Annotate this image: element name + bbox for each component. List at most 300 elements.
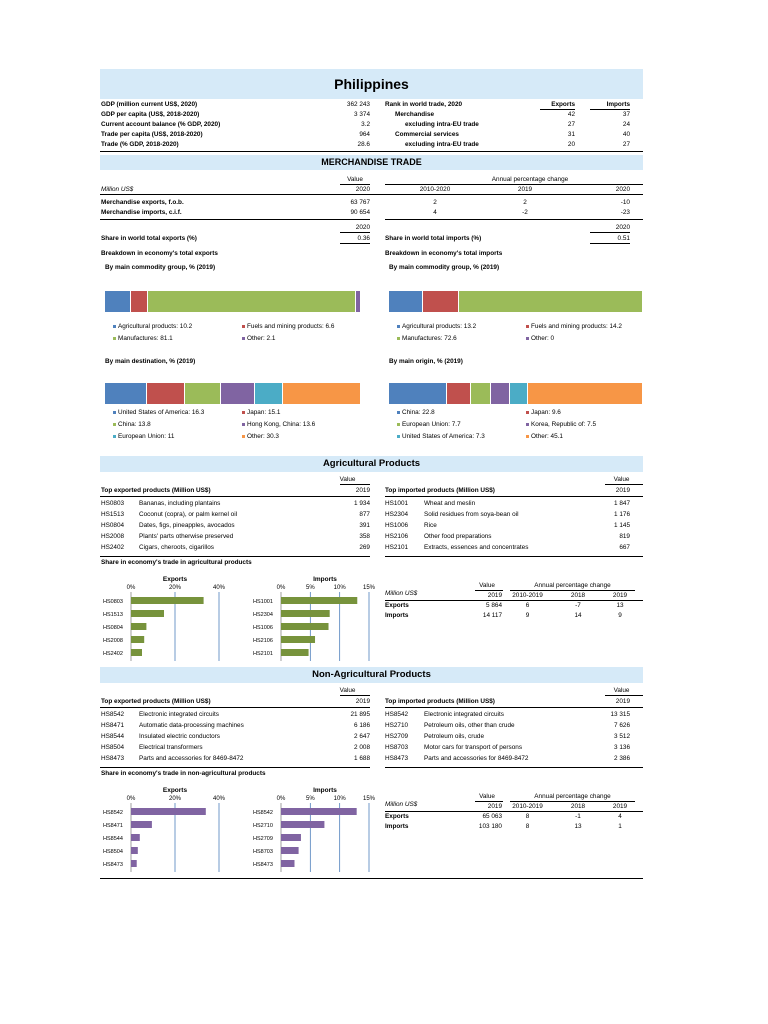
- page-title: Philippines: [100, 69, 643, 99]
- legend-item: [113, 409, 204, 417]
- rule: [340, 184, 370, 185]
- rule: [385, 496, 643, 497]
- vt-apc-label: Annual percentage change: [534, 793, 611, 800]
- rule: [100, 556, 370, 557]
- vt-unit: Million US$: [385, 590, 418, 597]
- legend-swatch: [242, 435, 245, 438]
- chart-title: Imports: [313, 787, 337, 794]
- export-value: 269: [359, 544, 370, 551]
- country-profile: [100, 69, 643, 879]
- legend-swatch: [397, 423, 400, 426]
- merch-row-a: 4: [433, 209, 437, 216]
- tick-label: 0%: [126, 796, 136, 802]
- stacked-bar-exp_commodity: [105, 291, 361, 312]
- legend-swatch: [526, 423, 529, 426]
- export-value: 2 008: [354, 744, 370, 751]
- legend-label: Agricultural products: 10.2: [118, 323, 193, 330]
- stacked-segment: [283, 383, 360, 404]
- export-value: 6 186: [354, 722, 370, 729]
- rule: [385, 184, 643, 185]
- stacked-segment: [255, 383, 283, 404]
- year-c: 2020: [615, 186, 630, 193]
- tick-label: 15%: [362, 585, 376, 591]
- legend-label: China: 22.8: [402, 409, 435, 416]
- bar: [281, 808, 357, 815]
- export-value: 21 895: [350, 711, 370, 718]
- share-year-imp: 2020: [615, 224, 630, 231]
- rule: [510, 590, 635, 591]
- stacked-segment: [510, 383, 529, 404]
- legend-swatch: [397, 325, 400, 328]
- legend-item: [526, 409, 561, 417]
- stacked-segment: [131, 291, 148, 312]
- vt-year: 2019: [487, 592, 502, 599]
- stacked-segment: [147, 383, 186, 404]
- year-label: 2019: [615, 698, 630, 705]
- legend-label: Korea, Republic of: 7.5: [531, 421, 597, 428]
- by-commodity-exports: By main commodity group, % (2019): [105, 264, 216, 271]
- legend-swatch: [397, 435, 400, 438]
- legend-label: Other: 0: [531, 335, 555, 342]
- import-value: 1 847: [614, 500, 630, 507]
- vt-cell: 6: [525, 602, 530, 609]
- export-code: HS8544: [101, 733, 125, 740]
- stacked-bar-imp_origin: [389, 383, 643, 404]
- category-label: HS2709: [253, 836, 273, 842]
- vt-cell: 103 180: [478, 823, 502, 830]
- value-label: Value: [613, 687, 630, 694]
- import-name: Motor cars for transport of persons: [424, 744, 523, 751]
- import-value: 13 315: [610, 711, 630, 718]
- stacked-segment: [185, 383, 220, 404]
- vt-year: 2019: [612, 803, 628, 810]
- import-code: HS1001: [385, 500, 409, 507]
- summary-bottom-rule: [100, 151, 643, 152]
- merch-row-value: 63 767: [350, 199, 370, 206]
- import-value: 1 145: [614, 522, 630, 529]
- legend-label: United States of America: 7.3: [402, 433, 485, 440]
- export-value: 877: [359, 511, 370, 518]
- stacked-segment: [389, 383, 447, 404]
- rule: [590, 232, 630, 233]
- chart-title: Exports: [162, 787, 188, 794]
- import-name: Electronic integrated circuits: [424, 711, 504, 718]
- bar-chart-3: [250, 783, 375, 888]
- rank-imports: 27: [622, 141, 630, 148]
- rule: [100, 219, 370, 220]
- year-value: 2020: [355, 186, 370, 193]
- import-code: HS2304: [385, 511, 409, 518]
- stacked-segment: [389, 291, 423, 312]
- category-label: HS8542: [253, 810, 273, 816]
- rule: [385, 219, 643, 220]
- vt-cell: -1: [575, 813, 581, 820]
- bar: [281, 636, 315, 643]
- vt-year: 2010-2019: [512, 592, 543, 599]
- legend-label: Manufactures: 72.6: [402, 335, 457, 342]
- legend-swatch: [242, 411, 245, 414]
- category-label: HS8471: [103, 823, 123, 829]
- vt-unit: Million US$: [385, 801, 418, 808]
- rank-exports: 27: [567, 121, 575, 128]
- vt-apc-label: Annual percentage change: [534, 582, 611, 589]
- legend-swatch: [113, 435, 116, 438]
- rank-label: excluding intra-EU trade: [405, 121, 479, 128]
- import-value: 3 136: [614, 744, 630, 751]
- legend-swatch: [242, 325, 245, 328]
- stacked-segment: [491, 383, 510, 404]
- legend-item: [397, 335, 457, 343]
- bar-chart-1: [250, 572, 375, 677]
- tick-label: 0%: [276, 585, 286, 591]
- rule: [385, 811, 643, 812]
- export-code: HS8471: [101, 722, 125, 729]
- tick-label: 10%: [333, 796, 346, 802]
- vt-year: 2018: [570, 592, 586, 599]
- stacked-segment: [471, 383, 491, 404]
- summary-label: Trade per capita (US$, 2018-2020): [101, 131, 203, 138]
- vt-cell: 5 864: [486, 602, 502, 609]
- rank-imports: 40: [622, 131, 630, 138]
- share-label: Share in economy's trade in agricultural products: [101, 559, 252, 566]
- category-label: HS2402: [103, 651, 123, 657]
- export-name: Dates, figs, pineapples, avocados: [139, 522, 235, 529]
- tick-label: 5%: [305, 796, 315, 802]
- stacked-segment: [105, 383, 147, 404]
- category-label: HS2710: [253, 823, 273, 829]
- summary-value: 964: [359, 131, 370, 138]
- vt-cell: 14 117: [482, 612, 502, 619]
- export-value: 358: [359, 533, 370, 540]
- export-value: 391: [359, 522, 370, 529]
- summary-label: GDP (million current US$, 2020): [101, 101, 198, 108]
- import-code: HS2710: [385, 722, 409, 729]
- rank-header: Rank in world trade, 2020: [385, 101, 463, 108]
- import-code: HS8703: [385, 744, 409, 751]
- stacked-segment: [528, 383, 643, 404]
- legend-item: [397, 433, 485, 441]
- legend-swatch: [113, 337, 116, 340]
- stacked-bar-imp_commodity: [389, 291, 643, 312]
- export-code: HS0803: [101, 500, 125, 507]
- bar: [131, 808, 206, 815]
- export-name: Electrical transformers: [139, 744, 203, 751]
- category-label: HS1006: [253, 625, 273, 631]
- rule: [385, 707, 643, 708]
- merch-row-c: -23: [620, 209, 630, 216]
- legend-item: [397, 409, 435, 417]
- rank-label: excluding intra-EU trade: [405, 141, 479, 148]
- export-code: HS2402: [101, 544, 125, 551]
- merch-row-c: -10: [620, 199, 630, 206]
- bar: [281, 834, 301, 841]
- legend-swatch: [113, 411, 116, 414]
- summary-value: 3.2: [361, 121, 370, 128]
- vt-year: 2010-2019: [512, 803, 543, 810]
- rule: [475, 590, 503, 591]
- vt-cell: 14: [574, 612, 582, 619]
- legend-swatch: [526, 411, 529, 414]
- export-value: 1 688: [354, 755, 370, 762]
- rule: [340, 243, 370, 244]
- tick-label: 40%: [212, 796, 226, 802]
- rule: [510, 801, 635, 802]
- category-label: HS8473: [103, 862, 123, 868]
- bar: [281, 649, 309, 656]
- import-name: Petroleum oils, other than crude: [424, 722, 515, 729]
- export-name: Coconut (copra), or palm kernel oil: [139, 511, 238, 518]
- by-origin: By main origin, % (2019): [389, 358, 463, 365]
- legend-swatch: [526, 325, 529, 328]
- legend-label: United States of America: 16.3: [118, 409, 205, 416]
- summary-value: 28.6: [357, 141, 370, 148]
- import-name: Rice: [424, 522, 437, 529]
- bottom-rule: [100, 878, 643, 879]
- share-label: Share in economy's trade in non-agricultural products: [101, 770, 266, 777]
- category-label: HS8544: [103, 836, 123, 842]
- legend-swatch: [397, 411, 400, 414]
- category-label: HS2106: [253, 638, 273, 644]
- vt-cell: 65 063: [482, 813, 502, 820]
- rank-label: Merchandise: [395, 111, 435, 118]
- value-label: Value: [347, 176, 363, 183]
- import-code: HS8542: [385, 711, 409, 718]
- share-exports-value: 0.36: [357, 235, 370, 242]
- bar: [281, 610, 330, 617]
- category-label: HS0804: [103, 625, 123, 631]
- rank-imports-header: Imports: [606, 101, 630, 108]
- bar: [131, 649, 142, 656]
- legend-item: [526, 323, 622, 331]
- by-destination: By main destination, % (2019): [105, 358, 196, 365]
- rule: [590, 109, 630, 110]
- category-label: HS2304: [253, 612, 273, 618]
- bar: [131, 860, 137, 867]
- legend-item: [242, 323, 334, 331]
- export-name: Parts and accessories for 8469-8472: [139, 755, 244, 762]
- value-label: Value: [339, 476, 356, 483]
- merch-row-value: 90 654: [350, 209, 370, 216]
- share-exports-label: Share in world total exports (%): [101, 235, 197, 242]
- merch-row-label: Merchandise exports, f.o.b.: [101, 199, 184, 206]
- rank-imports: 24: [622, 121, 630, 128]
- import-value: 3 512: [614, 733, 630, 740]
- category-label: HS1513: [103, 612, 123, 618]
- vt-row-label: Imports: [385, 612, 409, 619]
- tick-label: 20%: [168, 796, 182, 802]
- vt-row-label: Exports: [385, 813, 409, 820]
- agricultural-header: Agricultural Products: [100, 456, 643, 472]
- tick-label: 20%: [168, 585, 182, 591]
- legend-label: Japan: 9.6: [531, 409, 561, 416]
- stacked-segment: [447, 383, 471, 404]
- bar: [131, 623, 146, 630]
- rank-imports: 37: [622, 111, 630, 118]
- legend-label: China: 13.8: [118, 421, 151, 428]
- legend-item: [242, 421, 315, 429]
- tick-label: 40%: [212, 585, 226, 591]
- rule: [340, 484, 370, 485]
- export-code: HS8542: [101, 711, 125, 718]
- bar: [131, 821, 152, 828]
- legend-item: [113, 335, 173, 343]
- category-label: HS8703: [253, 849, 273, 855]
- year-label: 2019: [355, 487, 370, 494]
- summary-value: 3 374: [354, 111, 370, 118]
- rule: [540, 109, 575, 110]
- rule: [100, 496, 370, 497]
- legend-item: [113, 421, 151, 429]
- rule: [385, 556, 643, 557]
- import-name: Wheat and meslin: [424, 500, 476, 507]
- rule: [385, 767, 643, 768]
- chart-title: Imports: [313, 576, 337, 583]
- year-label: 2019: [615, 487, 630, 494]
- non-agricultural-header: Non-Agricultural Products: [100, 667, 643, 683]
- share-year-exp: 2020: [355, 224, 370, 231]
- stacked-segment: [148, 291, 356, 312]
- chart-title: Exports: [162, 576, 188, 583]
- vt-year: 2019: [612, 592, 628, 599]
- export-name: Bananas, including plantains: [139, 500, 221, 507]
- legend-swatch: [242, 423, 245, 426]
- export-name: Insulated electric conductors: [139, 733, 220, 740]
- legend-swatch: [526, 435, 529, 438]
- bar-chart-2: [100, 783, 225, 888]
- summary-value: 362 243: [346, 101, 370, 108]
- merch-row-label: Merchandise imports, c.i.f.: [101, 209, 182, 216]
- category-label: HS2101: [253, 651, 273, 657]
- legend-label: Other: 30.3: [247, 433, 279, 440]
- export-code: HS8504: [101, 744, 125, 751]
- import-value: 667: [619, 544, 630, 551]
- merchandise-trade-header: MERCHANDISE TRADE: [100, 155, 643, 170]
- legend-label: Japan: 15.1: [247, 409, 281, 416]
- category-label: HS8542: [103, 810, 123, 816]
- vt-cell: 1: [618, 823, 622, 830]
- vt-cell: 4: [618, 813, 622, 820]
- category-label: HS0803: [103, 599, 123, 605]
- merch-row-b: -2: [522, 209, 528, 216]
- import-name: Petroleum oils, crude: [424, 733, 485, 740]
- summary-label: Current account balance (% GDP, 2020): [101, 121, 221, 128]
- bar: [131, 636, 144, 643]
- legend-swatch: [242, 337, 245, 340]
- rule: [340, 232, 370, 233]
- legend-label: Agricultural products: 13.2: [402, 323, 477, 330]
- top-exports-label: Top exported products (Million US$): [101, 487, 211, 494]
- rule: [100, 707, 370, 708]
- by-commodity-imports: By main commodity group, % (2019): [389, 264, 500, 271]
- export-value: 2 647: [354, 733, 370, 740]
- rule: [100, 194, 643, 195]
- rule: [475, 801, 503, 802]
- rule: [590, 243, 630, 244]
- vt-cell: -7: [575, 602, 581, 609]
- bar: [281, 821, 324, 828]
- export-code: HS8473: [101, 755, 125, 762]
- legend-swatch: [113, 325, 116, 328]
- legend-label: Fuels and mining products: 14.2: [531, 323, 622, 330]
- summary-label: Trade (% GDP, 2018-2020): [101, 141, 179, 148]
- import-value: 819: [619, 533, 630, 540]
- bar: [131, 610, 164, 617]
- tick-label: 0%: [126, 585, 136, 591]
- category-label: HS8473: [253, 862, 273, 868]
- import-value: 1 176: [614, 511, 630, 518]
- stacked-segment: [105, 291, 131, 312]
- export-code: HS2008: [101, 533, 125, 540]
- rule: [100, 767, 370, 768]
- import-name: Solid residues from soya-bean oil: [424, 511, 519, 518]
- import-code: HS2101: [385, 544, 409, 551]
- merch-row-a: 2: [433, 199, 437, 206]
- rule: [340, 695, 370, 696]
- legend-item: [113, 323, 192, 331]
- unit-label: Million US$: [101, 186, 134, 193]
- rank-exports: 20: [567, 141, 575, 148]
- vt-cell: 9: [618, 612, 622, 619]
- vt-cell: 13: [616, 602, 624, 609]
- export-value: 1 934: [354, 500, 370, 507]
- vt-year: 2019: [487, 803, 502, 810]
- rank-exports-header: Exports: [551, 101, 575, 108]
- bar: [281, 597, 357, 604]
- value-label: Value: [613, 476, 630, 483]
- vt-row-label: Exports: [385, 602, 409, 609]
- legend-item: [526, 335, 554, 343]
- vt-row-label: Imports: [385, 823, 409, 830]
- year-label: 2019: [355, 698, 370, 705]
- legend-label: Manufactures: 81.1: [118, 335, 173, 342]
- legend-label: Fuels and mining products: 6.6: [247, 323, 335, 330]
- import-code: HS2106: [385, 533, 409, 540]
- import-code: HS1006: [385, 522, 409, 529]
- rule: [605, 484, 643, 485]
- legend-item: [397, 323, 476, 331]
- category-label: HS8504: [103, 849, 123, 855]
- legend-item: [526, 421, 596, 429]
- value-label: Value: [339, 687, 356, 694]
- rank-exports: 31: [567, 131, 575, 138]
- rule: [385, 600, 643, 601]
- share-imports-label: Share in world total imports (%): [385, 235, 482, 242]
- stacked-segment: [423, 291, 459, 312]
- export-code: HS1513: [101, 511, 125, 518]
- legend-item: [526, 433, 563, 441]
- legend-label: European Union: 11: [118, 433, 175, 440]
- share-imports-value: 0.51: [617, 235, 630, 242]
- import-name: Parts and accessories for 8469-8472: [424, 755, 529, 762]
- stacked-bar-exp_destination: [105, 383, 361, 404]
- vt-year: 2018: [570, 803, 586, 810]
- summary-label: GDP per capita (US$, 2018-2020): [101, 111, 200, 118]
- bar: [281, 847, 299, 854]
- category-label: HS2008: [103, 638, 123, 644]
- rank-exports: 42: [567, 111, 575, 118]
- legend-swatch: [526, 337, 529, 340]
- vt-value-label: Value: [479, 582, 495, 589]
- vt-cell: 8: [525, 823, 530, 830]
- legend-item: [242, 409, 280, 417]
- bar: [131, 597, 204, 604]
- legend-label: Hong Kong, China: 13.6: [247, 421, 316, 428]
- tick-label: 0%: [276, 796, 286, 802]
- merch-row-b: 2: [523, 199, 527, 206]
- stacked-segment: [459, 291, 643, 312]
- legend-item: [242, 335, 275, 343]
- year-b: 2019: [517, 186, 533, 193]
